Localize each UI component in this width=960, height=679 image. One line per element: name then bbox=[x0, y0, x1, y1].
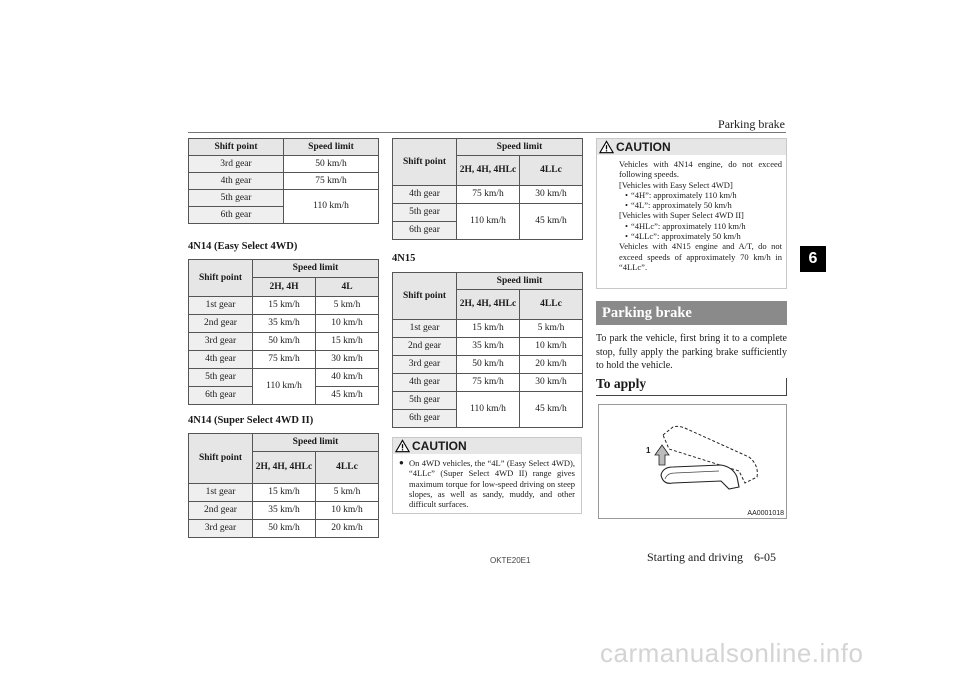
speed-cell: 15 km/h bbox=[253, 484, 316, 502]
parking-paragraph: To park the vehicle, first bring it to a complete stop, fully apply the parking brake sufficiently to hold the vehicle. bbox=[596, 333, 787, 371]
col-header-range-1: 2H, 4H, 4HLc bbox=[253, 452, 316, 484]
gear-cell: 5th gear bbox=[189, 190, 284, 207]
gear-cell: 1st gear bbox=[189, 297, 253, 315]
col-header-range-2: 4LLc bbox=[520, 156, 583, 186]
col-header-shift-point: Shift point bbox=[393, 139, 457, 186]
speed-cell: 110 km/h bbox=[457, 392, 520, 428]
warning-triangle-icon bbox=[599, 140, 614, 154]
gear-cell: 3rd gear bbox=[189, 333, 253, 351]
gear-cell: 6th gear bbox=[393, 410, 457, 428]
gear-cell: 3rd gear bbox=[189, 520, 253, 538]
speed-cell: 30 km/h bbox=[520, 186, 583, 204]
section-banner-parking-brake: Parking brake bbox=[596, 301, 787, 325]
speed-cell: 35 km/h bbox=[457, 338, 520, 356]
speed-cell: 50 km/h bbox=[253, 333, 316, 351]
speed-cell: 5 km/h bbox=[316, 484, 379, 502]
gear-cell: 1st gear bbox=[393, 320, 457, 338]
gear-cell: 3rd gear bbox=[393, 356, 457, 374]
caution-box-speed-limits bbox=[596, 138, 787, 289]
gear-cell: 5th gear bbox=[189, 369, 253, 387]
speed-cell: 75 km/h bbox=[457, 186, 520, 204]
col-header-speed-limit: Speed limit bbox=[253, 260, 379, 278]
speed-cell: 75 km/h bbox=[253, 351, 316, 369]
gear-cell: 2nd gear bbox=[393, 338, 457, 356]
col-header-speed-limit: Speed limit bbox=[284, 139, 379, 156]
gear-cell: 4th gear bbox=[393, 374, 457, 392]
speed-cell: 35 km/h bbox=[253, 315, 316, 333]
caution-item bbox=[619, 200, 782, 210]
chapter-tab: 6 bbox=[800, 246, 826, 272]
speed-cell: 30 km/h bbox=[520, 374, 583, 392]
col-header-range-1: 2H, 4H bbox=[253, 278, 316, 297]
speed-cell: 40 km/h bbox=[316, 369, 379, 387]
speed-cell: 20 km/h bbox=[316, 520, 379, 538]
caution-header bbox=[393, 438, 581, 454]
speed-cell: 5 km/h bbox=[520, 320, 583, 338]
col-header-speed-limit: Speed limit bbox=[457, 139, 583, 156]
warning-triangle-icon bbox=[395, 439, 410, 453]
caution-text: On 4WD vehicles, the “4L” (Easy Select 4WD), “4LLc” (Super Select 4WD II) range gives maximum torque for low-speed driving on steep slopes, as well as sandy, muddy, and other difficult surfaces. bbox=[409, 458, 575, 510]
parking-brake-lever-illustration bbox=[599, 405, 788, 520]
speed-table-4n15 bbox=[392, 272, 583, 428]
subhead-to-apply: To apply bbox=[596, 376, 787, 396]
footer-document-code: OKTE20E1 bbox=[490, 556, 531, 565]
caution-bullet bbox=[399, 458, 575, 509]
col-header-shift-point: Shift point bbox=[189, 260, 253, 297]
col-header-range-2: 4LLc bbox=[520, 290, 583, 320]
col-header-shift-point: Shift point bbox=[393, 273, 457, 320]
speed-cell: 10 km/h bbox=[520, 338, 583, 356]
caution-outro: Vehicles with 4N15 engine and A/T, do not exceed speeds of approximately 70 km/h in “4LLc”. bbox=[619, 241, 782, 272]
section-label-4n15: 4N15 bbox=[392, 253, 416, 264]
caution-item-text: “4L”: approximately 50 km/h bbox=[631, 200, 732, 211]
col-header-speed-limit: Speed limit bbox=[457, 273, 583, 290]
gear-cell: 4th gear bbox=[189, 173, 284, 190]
speed-cell: 10 km/h bbox=[316, 315, 379, 333]
watermark-text: carmanualsonline.info bbox=[600, 638, 864, 668]
speed-cell: 50 km/h bbox=[253, 520, 316, 538]
speed-cell: 45 km/h bbox=[316, 387, 379, 405]
caution-title: CAUTION bbox=[616, 140, 671, 154]
speed-table-4n14-super bbox=[188, 433, 379, 538]
col-header-range-2: 4LLc bbox=[316, 452, 379, 484]
bullet-icon: • bbox=[625, 200, 628, 211]
figure-callout-label: 1 bbox=[646, 446, 651, 455]
speed-cell: 75 km/h bbox=[457, 374, 520, 392]
col-header-speed-limit: Speed limit bbox=[253, 434, 379, 452]
caution-intro: Vehicles with 4N14 engine, do not exceed following speeds. bbox=[619, 159, 782, 180]
header-rule bbox=[188, 132, 786, 133]
gear-cell: 6th gear bbox=[189, 207, 284, 224]
bullet-icon: • bbox=[625, 231, 628, 242]
speed-cell: 15 km/h bbox=[457, 320, 520, 338]
caution-title: CAUTION bbox=[412, 439, 467, 453]
speed-cell: 30 km/h bbox=[316, 351, 379, 369]
subhead-rule-tick bbox=[786, 378, 787, 396]
speed-cell: 75 km/h bbox=[284, 173, 379, 190]
bullet-icon: ● bbox=[399, 458, 404, 467]
speed-cell: 35 km/h bbox=[253, 502, 316, 520]
page-header-title: Parking brake bbox=[718, 117, 785, 131]
gear-cell: 5th gear bbox=[393, 392, 457, 410]
gear-cell: 2nd gear bbox=[189, 502, 253, 520]
speed-cell: 45 km/h bbox=[520, 204, 583, 240]
caution-header bbox=[597, 139, 786, 155]
col-header-shift-point: Shift point bbox=[189, 139, 284, 156]
figure-code: AA0001018 bbox=[747, 510, 784, 517]
speed-cell: 5 km/h bbox=[316, 297, 379, 315]
gear-cell: 4th gear bbox=[393, 186, 457, 204]
gear-cell: 4th gear bbox=[189, 351, 253, 369]
speed-cell: 15 km/h bbox=[316, 333, 379, 351]
gear-cell: 5th gear bbox=[393, 204, 457, 222]
caution-group-easy: [Vehicles with Easy Select 4WD] bbox=[619, 179, 733, 190]
speed-cell: 45 km/h bbox=[520, 392, 583, 428]
caution-item-text: “4H”: approximately 110 km/h bbox=[631, 189, 737, 200]
caution-item-text: “4LLc”: approximately 50 km/h bbox=[631, 231, 741, 242]
speed-cell: 110 km/h bbox=[457, 204, 520, 240]
gear-cell: 2nd gear bbox=[189, 315, 253, 333]
col-header-range-1: 2H, 4H, 4HLc bbox=[457, 156, 520, 186]
section-label-4n14-super: 4N14 (Super Select 4WD II) bbox=[188, 415, 314, 426]
speed-cell: 10 km/h bbox=[316, 502, 379, 520]
parking-brake-figure bbox=[598, 404, 787, 519]
speed-cell: 50 km/h bbox=[457, 356, 520, 374]
bullet-icon: • bbox=[625, 220, 628, 231]
gear-cell: 6th gear bbox=[189, 387, 253, 405]
col-header-range-2: 4L bbox=[316, 278, 379, 297]
footer-section-title: Starting and driving bbox=[647, 550, 743, 564]
speed-cell: 20 km/h bbox=[520, 356, 583, 374]
gear-cell: 1st gear bbox=[189, 484, 253, 502]
caution-box-4wd-low-range bbox=[392, 437, 582, 514]
caution-item-text: “4HLc”: approximately 110 km/h bbox=[631, 220, 746, 231]
gear-cell: 3rd gear bbox=[189, 156, 284, 173]
caution-item bbox=[619, 190, 782, 200]
footer-page-number: 6-05 bbox=[754, 550, 776, 564]
speed-table-4n14-easy bbox=[188, 259, 379, 405]
col-header-range-1: 2H, 4H, 4HLc bbox=[457, 290, 520, 320]
caution-group-super: [Vehicles with Super Select 4WD II] bbox=[619, 210, 744, 221]
gear-cell: 6th gear bbox=[393, 222, 457, 240]
speed-table-top-left bbox=[188, 138, 379, 224]
caution-item bbox=[619, 231, 782, 241]
speed-cell: 110 km/h bbox=[253, 369, 316, 405]
col-header-shift-point: Shift point bbox=[189, 434, 253, 484]
speed-cell: 110 km/h bbox=[284, 190, 379, 224]
section-label-4n14-easy: 4N14 (Easy Select 4WD) bbox=[188, 241, 298, 252]
bullet-icon: • bbox=[625, 189, 628, 200]
caution-item bbox=[619, 221, 782, 231]
speed-table-mid-top bbox=[392, 138, 583, 240]
speed-cell: 50 km/h bbox=[284, 156, 379, 173]
speed-cell: 15 km/h bbox=[253, 297, 316, 315]
